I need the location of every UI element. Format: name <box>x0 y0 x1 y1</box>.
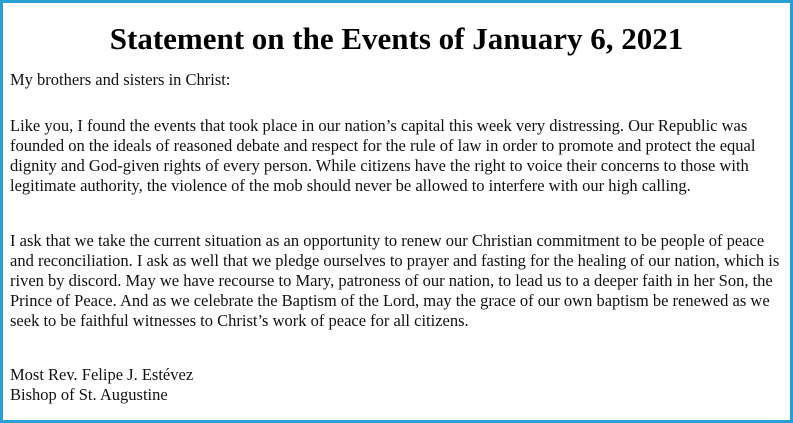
paragraph-2: I ask that we take the current situation as an opportunity to renew our Christian commitment to be people of peace and reconciliation. I ask as well that we pledge ourselves to prayer and fasting for the healing of our nation, which is riven by discord. May we have recourse to Mary, patroness of our nation, to lead us to a deeper faith in her Son, the Prince of Peace. And as we celebrate the Baptism of the Lord, may the grace of our own baptism be renewed as we seek to be faithful witnesses to Christ’s work of peace for all citizens. <box>10 231 780 330</box>
paragraph-1: Like you, I found the events that took place in our nation’s capital this week very distressing. Our Republic was founded on the ideals of reasoned debate and respect for the rule of law in order to promote and protect the equal dignity and God-given rights of every person. While citizens have the right to voice their concerns to those with legitimate authority, the violence of the mob should never be allowed to interfere with our high calling. <box>10 116 756 195</box>
signature-name: Most Rev. Felipe J. Estévez <box>10 365 194 384</box>
salutation: My brothers and sisters in Christ: <box>10 70 231 89</box>
statement-title: Statement on the Events of January 6, 2021 <box>109 21 684 56</box>
signature-role: Bishop of St. Augustine <box>10 385 168 404</box>
